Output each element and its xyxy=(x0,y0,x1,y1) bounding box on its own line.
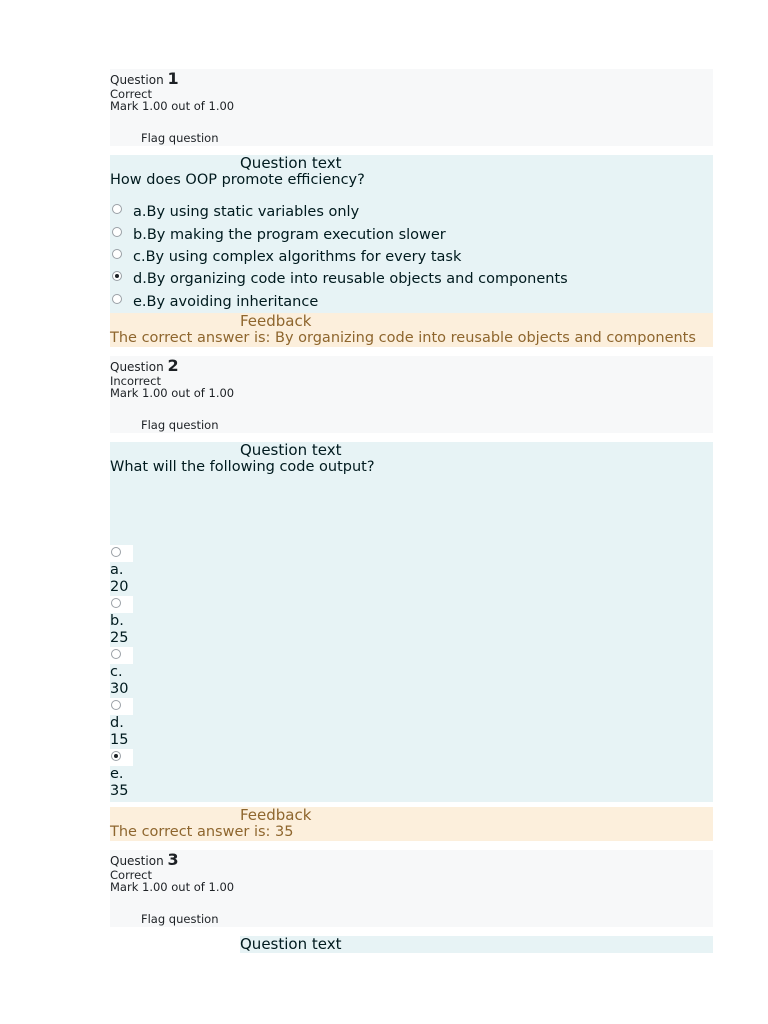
answer-option-b[interactable] xyxy=(110,223,713,245)
answer-option-d[interactable] xyxy=(110,268,713,290)
answer-option-e[interactable] xyxy=(110,291,713,313)
answer-label: b.By making the program execution slower xyxy=(133,226,446,243)
answer-option-d[interactable] xyxy=(110,698,713,749)
answer-label: d.By organizing code into reusable objects and components xyxy=(133,271,568,288)
flag-question-link[interactable]: Flag question xyxy=(141,911,219,926)
question-2-info xyxy=(110,356,713,433)
feedback-heading: Feedback xyxy=(240,805,312,824)
answer-value: 30 xyxy=(110,680,129,697)
answer-option-a[interactable] xyxy=(110,201,713,223)
question-1-formulation xyxy=(110,155,713,313)
answer-value: 20 xyxy=(110,578,129,595)
question-1-heading xyxy=(110,71,713,88)
question-state: Correct xyxy=(110,87,152,101)
answer-list xyxy=(110,189,713,313)
answer-list xyxy=(110,476,713,802)
answer-option-c[interactable] xyxy=(110,246,713,268)
answer-value: 35 xyxy=(110,782,129,799)
question-2-heading xyxy=(110,355,713,375)
radio-button[interactable] xyxy=(110,596,133,613)
question-label: Question xyxy=(110,853,164,868)
answer-label: e.By avoiding inheritance xyxy=(133,293,319,310)
radio-button[interactable] xyxy=(110,246,133,268)
answer-option-e[interactable] xyxy=(110,749,713,800)
question-text: How does OOP promote efficiency? xyxy=(110,172,365,188)
answer-value: 15 xyxy=(110,731,129,748)
question-2-formulation xyxy=(110,442,713,802)
radio-button-selected[interactable] xyxy=(110,749,133,766)
radio-button[interactable] xyxy=(110,698,133,715)
flag-question-link[interactable]: Flag question xyxy=(141,131,219,145)
answer-letter: c. xyxy=(110,663,123,680)
question-1-info xyxy=(110,69,713,146)
flag-question-link[interactable]: Flag question xyxy=(141,417,219,432)
answer-label: c.By using complex algorithms for every task xyxy=(133,248,462,265)
answer-letter: d. xyxy=(110,714,124,731)
radio-button[interactable] xyxy=(110,647,133,664)
question-3-info xyxy=(110,850,713,927)
feedback-text: The correct answer is: 35 xyxy=(110,823,294,840)
question-2-feedback xyxy=(110,807,713,841)
question-text-heading: Question text xyxy=(240,442,713,459)
answer-letter: b. xyxy=(110,612,124,629)
question-number: 3 xyxy=(167,849,179,869)
question-3-heading xyxy=(110,849,713,869)
question-text: What will the following code output? xyxy=(110,458,375,475)
question-label: Question xyxy=(110,73,164,87)
question-number: 1 xyxy=(167,69,179,88)
answer-letter: a. xyxy=(110,561,124,578)
question-1-feedback xyxy=(110,313,713,347)
radio-button[interactable] xyxy=(110,291,133,313)
question-3-formulation xyxy=(110,936,713,953)
radio-button[interactable] xyxy=(110,201,133,223)
answer-option-b[interactable] xyxy=(110,596,713,647)
answer-option-a[interactable] xyxy=(110,545,713,596)
feedback-heading: Feedback xyxy=(240,311,312,330)
answer-letter: e. xyxy=(110,765,124,782)
answer-value: 25 xyxy=(110,629,129,646)
answer-label: a.By using static variables only xyxy=(133,204,360,221)
question-text-heading: Question text xyxy=(240,155,713,172)
question-grade: Mark 1.00 out of 1.00 xyxy=(110,99,235,113)
feedback-text: The correct answer is: By organizing code into reusable objects and components xyxy=(110,329,696,346)
question-number: 2 xyxy=(167,355,179,375)
question-label: Question xyxy=(110,359,164,374)
question-text-heading: Question text xyxy=(240,936,713,953)
quiz-review-page xyxy=(110,69,713,953)
question-grade: Mark 1.00 out of 1.00 xyxy=(110,879,235,894)
question-state: Correct xyxy=(110,867,152,882)
radio-button[interactable] xyxy=(110,545,133,562)
question-grade: Mark 1.00 out of 1.00 xyxy=(110,385,235,400)
answer-option-c[interactable] xyxy=(110,647,713,698)
radio-button[interactable] xyxy=(110,224,133,246)
radio-button-selected[interactable] xyxy=(110,268,133,290)
question-state: Incorrect xyxy=(110,373,161,388)
